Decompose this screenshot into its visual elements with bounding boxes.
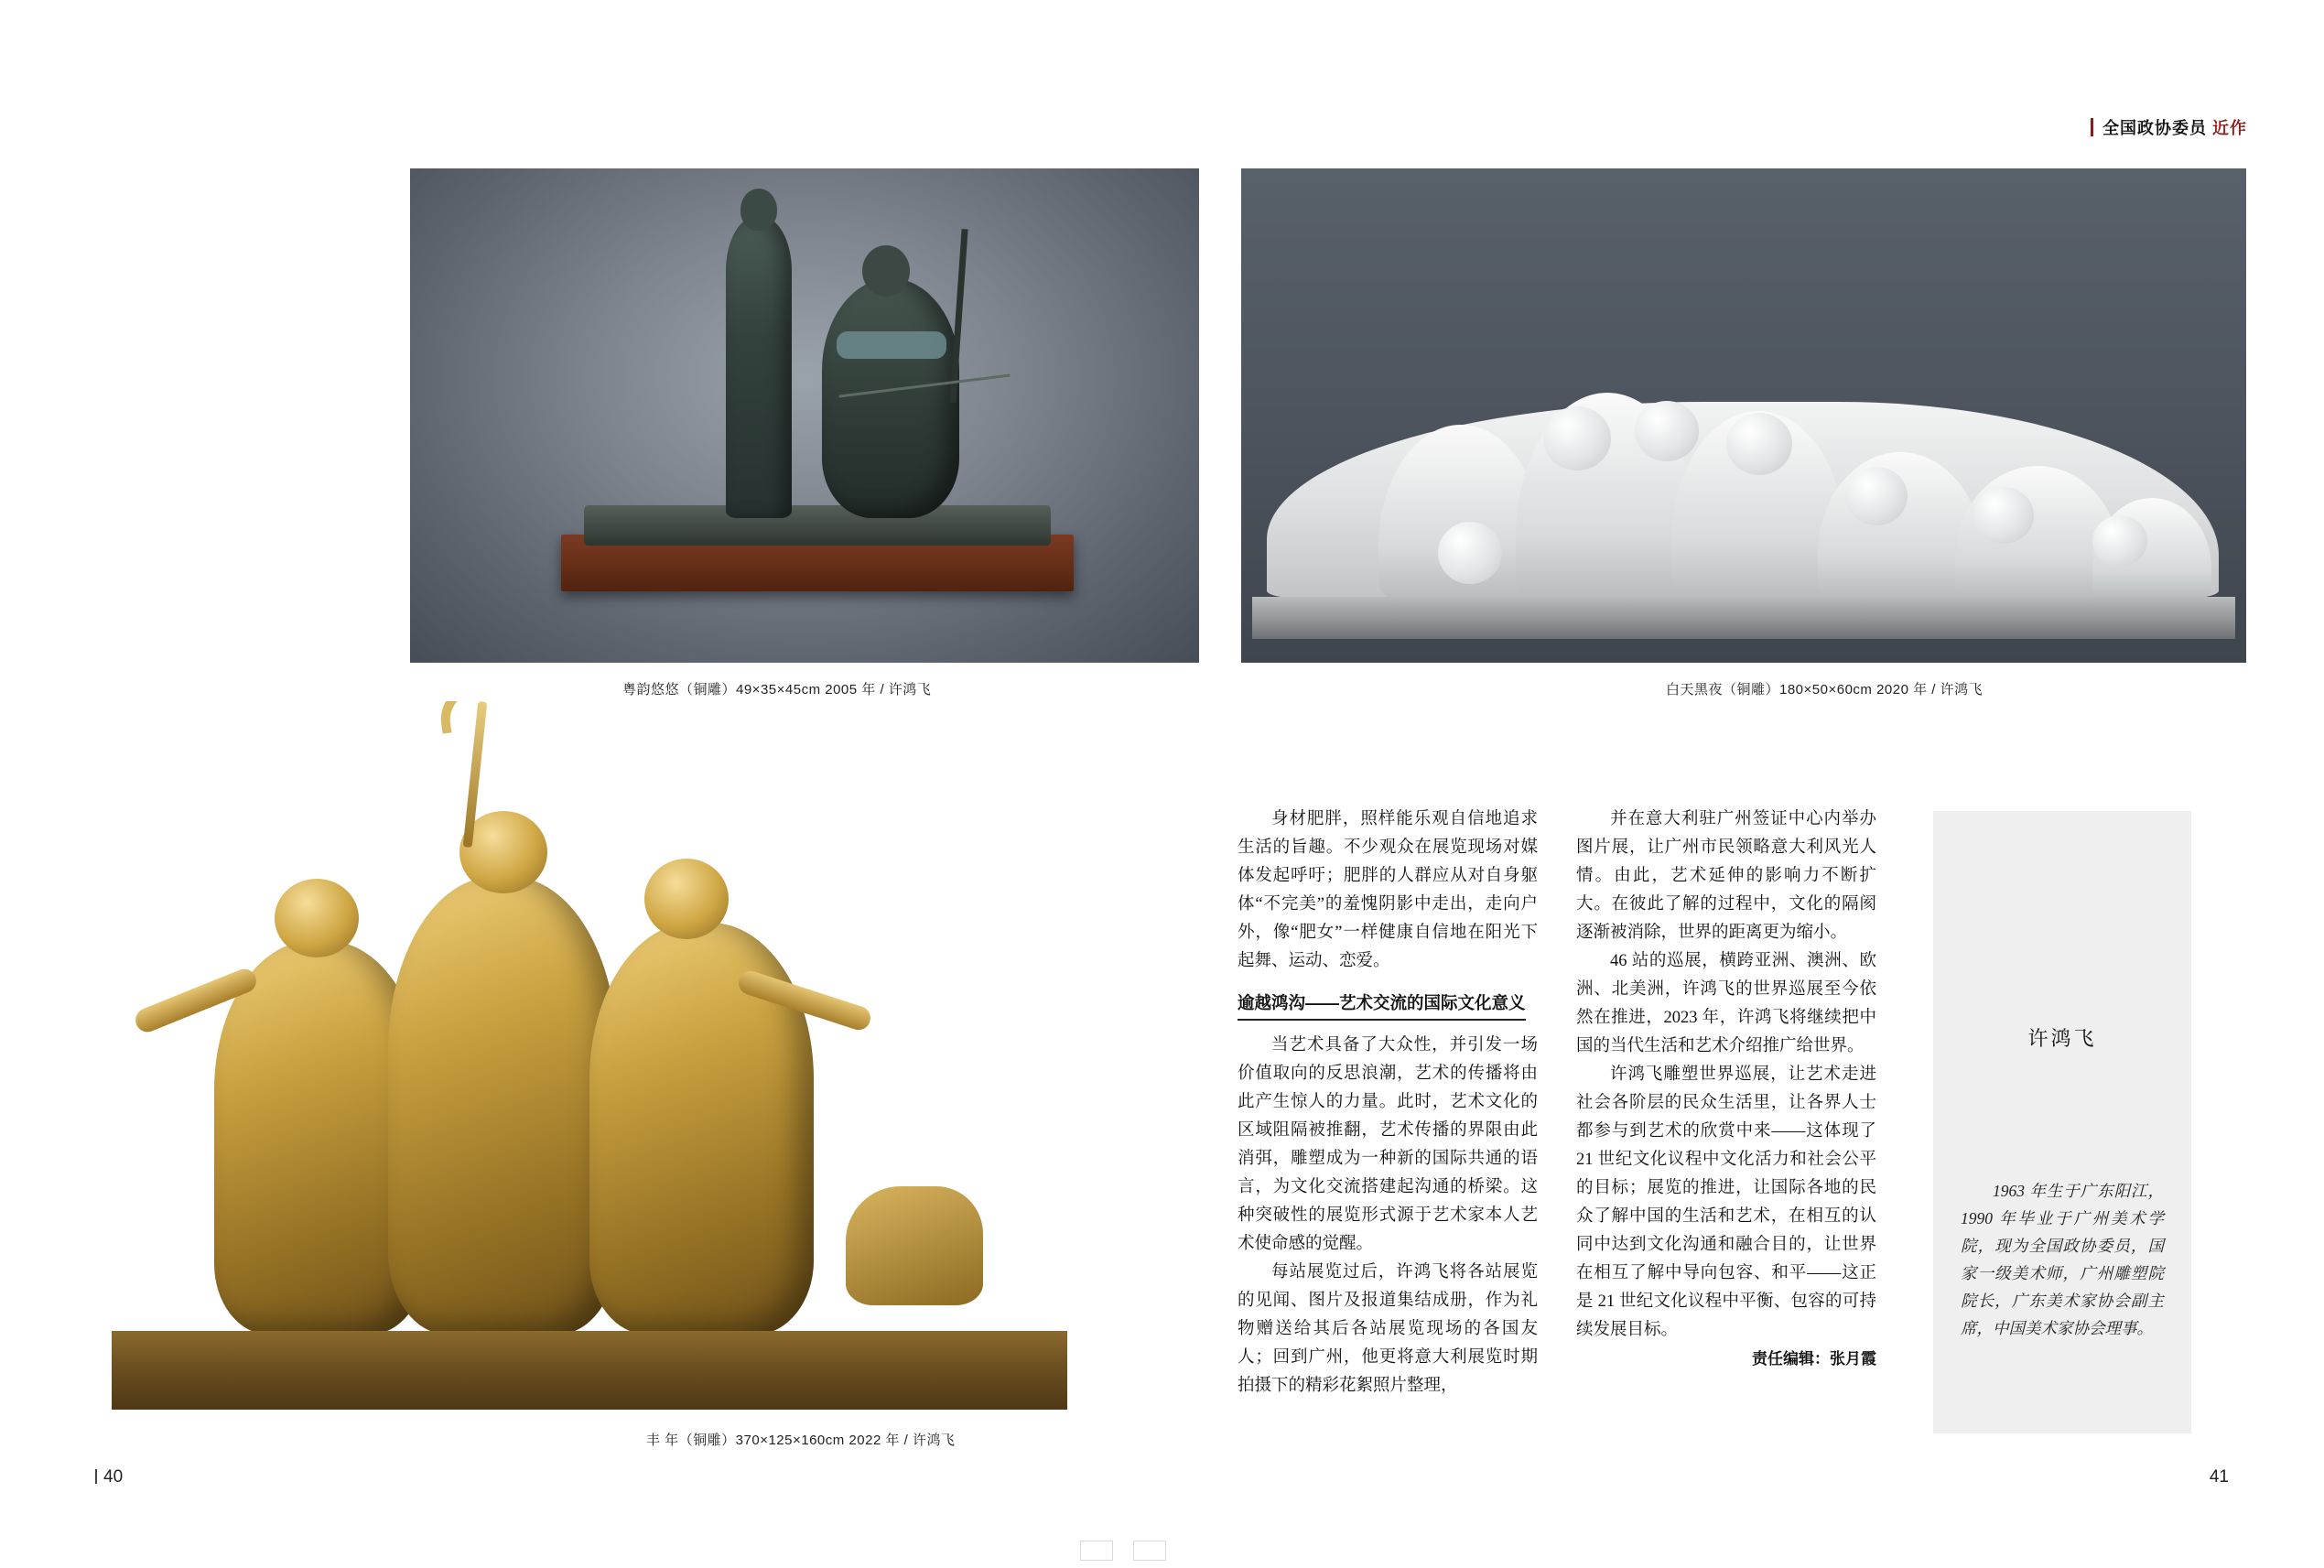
paragraph: 46 站的巡展，横跨亚洲、澳洲、欧洲、北美洲，许鸿飞的世界巡展至今依然在推进，2023 年，许鸿飞将继续把中国的当代生活和艺术介绍推广给世界。 [1576,952,1876,1055]
sculpture-base [1252,597,2235,639]
figure-image-1 [410,168,1199,663]
paragraph: 许鸿飞雕塑世界巡展，让艺术走进社会各阶层的民众生活里，让各界人士都参与到艺术的欣赏中来——这体现了 21 世纪文化议程中文化活力和社会公平的目标；展览的推进，让国际各地的民众了解中国的生活和艺术，在相互的认同中达到文化沟通和融合目的，让世界在相互了解中导向包容、和平——这正是 21 世纪文化议程中平衡、包容的可持续发展目标。 [1576,1065,1876,1339]
figure-caption-1: 粤韵悠悠（铜雕）49×35×45cm 2005 年 / 许鸿飞 [622,682,932,697]
golden-figure [388,877,617,1335]
figure-bronze-musicians [410,168,1199,663]
relief-head [2092,515,2147,567]
running-head-rule [2091,118,2093,136]
golden-figure-head [275,879,359,957]
bronze-plinth [584,505,1051,546]
golden-figure-head [644,859,729,939]
dog-sculpture [846,1186,983,1305]
folio-number: 40 [103,1467,124,1487]
registration-mark [1080,1541,1113,1561]
relief-head [1635,401,1699,461]
section-subheading: 逾越鸿沟——艺术交流的国际文化意义 [1238,989,1526,1021]
paragraph: 每站展览过后，许鸿飞将各站展览的见闻、图片及报道集结成册，作为礼物赠送给其后各站展览现场的各国友人；回到广州，他更将意大利展览时期拍摄下的精彩花絮照片整理， [1238,1263,1538,1395]
relief-head [1845,467,1908,525]
figure-caption-3: 丰 年（铜雕）370×125×160cm 2022 年 / 许鸿飞 [646,1433,956,1448]
author-bio: 1963 年生于广东阳江，1990 年毕业于广州美术学院，现为全国政协委员，国家一级美术师，广州雕塑院院长，广东美术家协会副主席，中国美术家协会理事。 [1961,1182,2164,1337]
folio-number: 41 [2209,1467,2229,1487]
paragraph: 身材肥胖，照样能乐观自信地追求生活的旨趣。不少观众在展览现场对媒体发起呼吁；肥胖的人群应从对自身躯体“不完美”的羞愧阴影中走出，走向户外，像“肥女”一样健康自信地在阳光下起舞、运动、恋爱。 [1238,810,1538,970]
author-profile-box [1933,811,2191,1433]
page-number-right [2210,1467,2229,1487]
figure-image-3 [95,701,1084,1415]
text-column-left [1238,806,1538,1400]
seated-erhu-figure [822,278,959,518]
paragraph: 并在意大利驻广州签证中心内举办图片展，让广州市民领略意大利风光人情。由此，艺术延伸的影响力不断扩大。在彼此了解的过程中，文化的隔阂逐渐被消除，世界的距离更为缩小。 [1576,810,1876,942]
relief-head [1726,413,1792,475]
figure-caption-2: 白天黑夜（铜雕）180×50×60cm 2020 年 / 许鸿飞 [1666,682,1984,697]
figure-golden-group [95,701,1084,1415]
figure-image-2 [1241,168,2246,663]
print-registration-marks [1080,1541,1166,1561]
relief-head [1438,522,1502,584]
running-head-accent: 近作 [2212,119,2247,137]
paragraph: 当艺术具备了大众性，并引发一场价值取向的反思浪潮，艺术的传播将由此产生惊人的力量。此时，艺术文化的区域阻隔被推翻，艺术传播的界限由此消弭，雕塑成为一种新的国际共通的语言，为文化交流搭建起沟通的桥梁。这种突破性的展览形式源于艺术家本人艺术使命感的觉醒。 [1238,1036,1538,1253]
relief-head [1973,487,2034,544]
text-column-right [1576,806,1876,1373]
author-name: 许鸿飞 [2027,1027,2097,1050]
figure-white-relief [1241,168,2246,663]
standing-figure [726,216,792,518]
running-head [2091,115,2247,139]
running-head-text: 全国政协委员 [2102,119,2207,137]
sculpture-base [112,1331,1067,1410]
relief-head [1543,406,1611,470]
folio-rule [95,1469,97,1484]
page-number-left [95,1467,123,1487]
registration-mark [1133,1541,1166,1561]
responsible-editor: 责任编辑：张月霞 [1752,1350,1876,1368]
